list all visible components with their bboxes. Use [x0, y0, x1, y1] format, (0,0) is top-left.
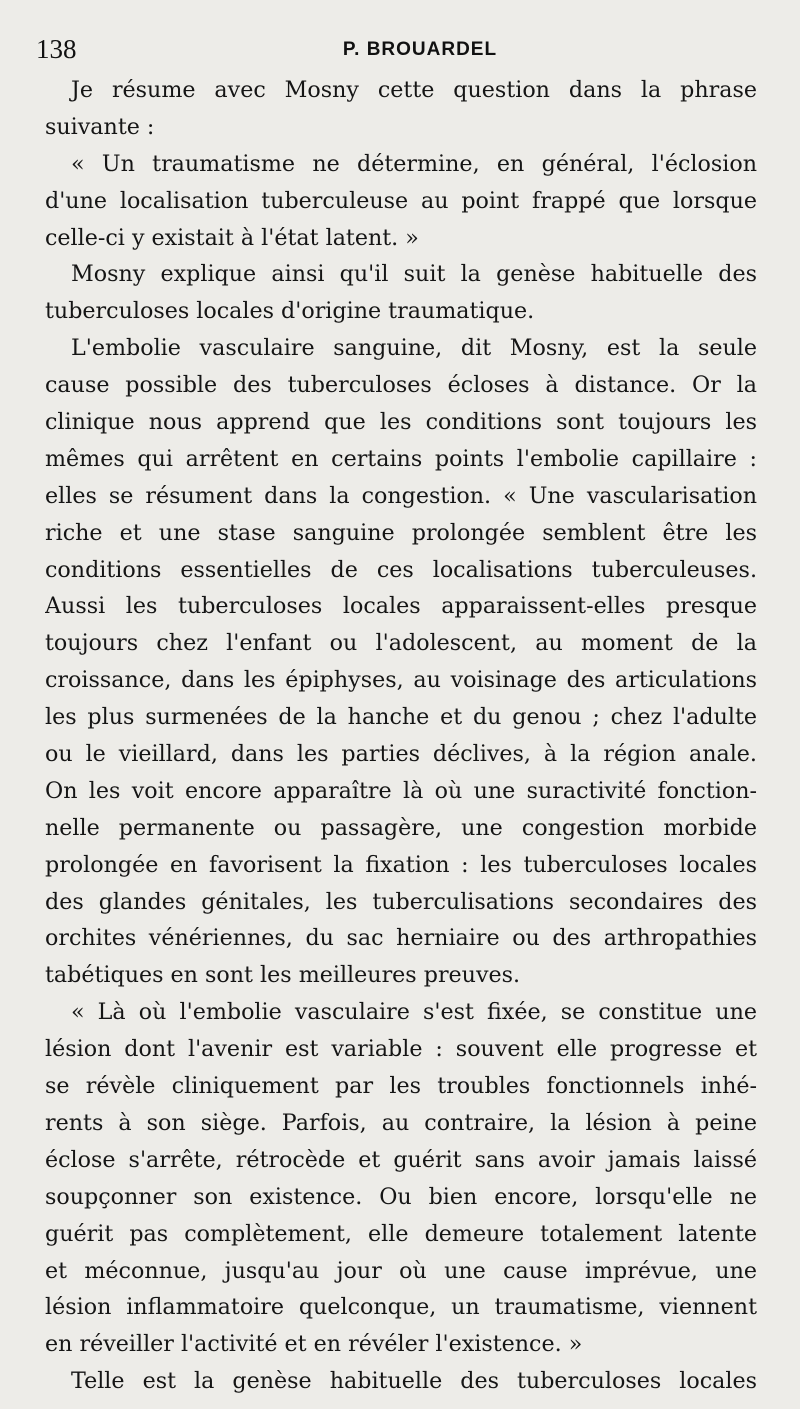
text-line: croissance, dans les épiphyses, au voisinage des articulations	[45, 667, 757, 694]
text-line: en réveiller l'activité et en révéler l'existence. »	[45, 1331, 583, 1358]
running-title: P. BROUARDEL	[342, 39, 498, 60]
text-line: les plus surmenées de la hanche et du genou ; chez l'adulte	[45, 704, 757, 731]
text-line: tuberculoses locales d'origine traumatique.	[45, 298, 535, 325]
text-line: suivante :	[45, 113, 155, 140]
text-line: L'embolie vasculaire sanguine, dit Mosny, est la seule	[71, 335, 757, 362]
text-line: On les voit encore apparaître là où une suractivité fonction-	[45, 777, 757, 804]
text-line: des glandes génitales, les tuberculisations secondaires des	[45, 888, 757, 915]
text-line: elles se résument dans la congestion. « Une vascularisation	[45, 482, 757, 509]
text-line: « Là où l'embolie vasculaire s'est fixée, se constitue une	[71, 999, 757, 1026]
text-line: éclose s'arrête, rétrocède et guérit sans avoir jamais laissé	[45, 1146, 757, 1173]
text-line: lésion inflammatoire quelconque, un traumatisme, viennent	[45, 1294, 757, 1321]
text-line: cause possible des tuberculoses écloses à distance. Or la	[45, 372, 757, 399]
text-line: Je résume avec Mosny cette question dans la phrase	[71, 77, 757, 103]
text-line: celle-ci y existait à l'état latent. »	[45, 224, 419, 251]
text-line: ou le vieillard, dans les parties déclives, à la région anale.	[45, 741, 757, 768]
text-line: d'une localisation tuberculeuse au point frappé que lorsque	[45, 187, 757, 214]
text-line: « Un traumatisme ne détermine, en général, l'éclosion	[71, 150, 757, 177]
text-line: clinique nous apprend que les conditions sont toujours les	[45, 409, 757, 436]
text-line: soupçonner son existence. Ou bien encore, lorsqu'elle ne	[45, 1183, 757, 1210]
text-line: rents à son siège. Parfois, au contraire, la lésion à peine	[45, 1109, 757, 1136]
text-line: riche et une stase sanguine prolongée semblent être les	[45, 519, 757, 546]
page-number: 138	[36, 34, 77, 64]
text-line: tabétiques en sont les meilleures preuves.	[45, 962, 521, 989]
text-line: guérit pas complètement, elle demeure totalement latente	[45, 1220, 757, 1247]
text-line: Aussi les tuberculoses locales apparaissent-elles presque	[45, 593, 757, 620]
text-line: se révèle cliniquement par les troubles fonctionnels inhé-	[45, 1073, 757, 1100]
text-line: orchites vénériennes, du sac herniaire ou des arthropathies	[45, 925, 757, 952]
text-line: mêmes qui arrêtent en certains points l'embolie capillaire :	[45, 445, 757, 472]
text-line: lésion dont l'avenir est variable : souvent elle progresse et	[45, 1036, 757, 1063]
text-line: Telle est la genèse habituelle des tuberculoses locales	[71, 1368, 757, 1395]
body-text	[45, 72, 757, 1400]
text-line: prolongée en favorisent la fixation : les tuberculoses locales	[45, 851, 757, 878]
text-line: conditions essentielles de ces localisations tuberculeuses.	[45, 556, 757, 583]
text-line: Mosny explique ainsi qu'il suit la genèse habituelle des	[71, 261, 757, 288]
text-line: nelle permanente ou passagère, une congestion morbide	[45, 814, 757, 841]
page-header	[36, 34, 764, 68]
text-line: toujours chez l'enfant ou l'adolescent, au moment de la	[45, 630, 757, 657]
text-line: et méconnue, jusqu'au jour où une cause imprévue, une	[45, 1257, 757, 1284]
